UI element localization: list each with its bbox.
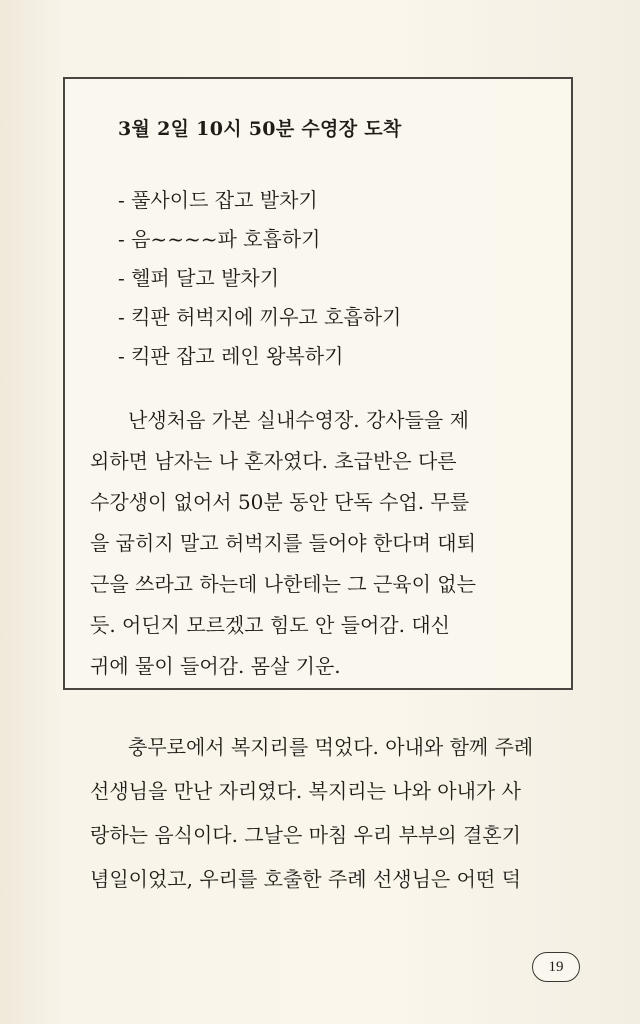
text-line: 선생님을 만난 자리였다. 복지리는 나와 아내가 사 [90, 779, 521, 803]
log-title: 3월 2일 10시 50분 수영장 도착 [118, 118, 402, 140]
text-line: 난생처음 가본 실내수영장. 강사들을 제 [128, 408, 469, 432]
text-line: 외하면 남자는 나 혼자였다. 초급반은 다른 [90, 449, 457, 473]
text-line: 듯. 어딘지 모르겠고 힘도 안 들어감. 대신 [90, 613, 450, 637]
text-line: 충무로에서 복지리를 먹었다. 아내와 함께 주례 [128, 735, 534, 759]
log-paragraph [90, 400, 560, 687]
text-line: 랑하는 음식이다. 그날은 마침 우리 부부의 결혼기 [90, 823, 521, 847]
page-number: 19 [532, 952, 580, 982]
body-paragraph [90, 725, 570, 901]
checklist-item: - 킥판 허벅지에 끼우고 호흡하기 [118, 305, 402, 329]
text-line: 근을 쓰라고 하는데 나한테는 그 근육이 없는 [90, 572, 476, 596]
text-line: 귀에 물이 들어감. 몸살 기운. [90, 654, 341, 678]
text-line: 수강생이 없어서 50분 동안 단독 수업. 무릎 [90, 490, 470, 514]
practice-checklist [118, 172, 401, 384]
checklist-item: - 음~~~~파 호흡하기 [118, 227, 321, 251]
text-line: 을 굽히지 말고 허벅지를 들어야 한다며 대퇴 [90, 531, 476, 555]
text-line: 념일이었고, 우리를 호출한 주례 선생님은 어떤 덕 [90, 867, 521, 891]
checklist-item: - 킥판 잡고 레인 왕복하기 [118, 344, 344, 368]
checklist-item: - 풀사이드 잡고 발차기 [118, 188, 318, 212]
checklist-item: - 헬퍼 달고 발차기 [118, 266, 280, 290]
